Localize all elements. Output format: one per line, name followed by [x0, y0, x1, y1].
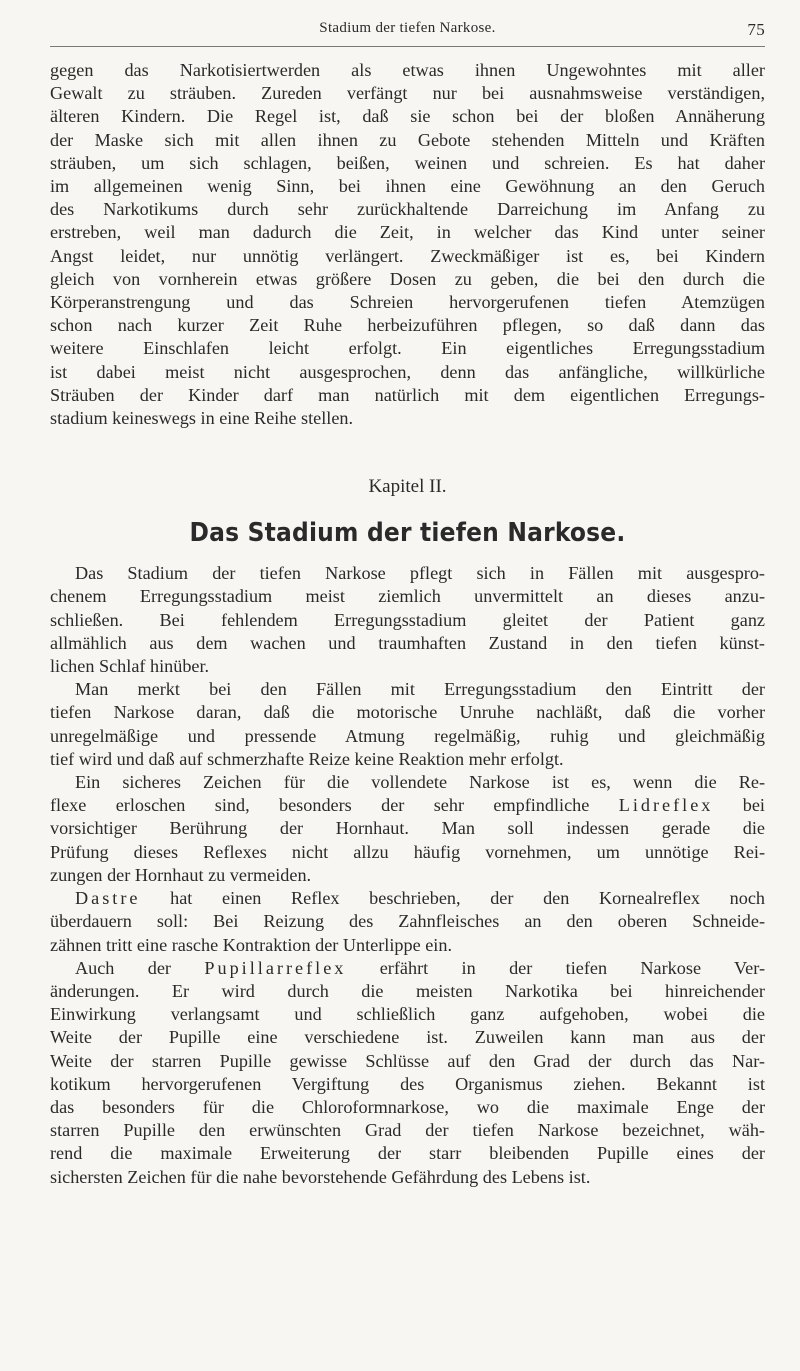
text-line: Weite der starren Pupille gewisse Schlüsse auf den Grad der durch das Nar-	[50, 1050, 765, 1071]
text-line: zähnen tritt eine rasche Kontraktion der Unterlippe ein.	[50, 934, 452, 955]
text-line: im allgemeinen wenig Sinn, bei ihnen eine Gewöhnung an den Geruch	[50, 176, 765, 197]
text-line: Gewalt zu sträuben. Zureden verfängt nur bei ausnahmsweise verständigen,	[50, 83, 765, 104]
text-line: gleich von vornherein etwas größere Dosen zu geben, die bei den durch die	[50, 268, 765, 289]
spaced-term-pupillarreflex: Pupillarreflex	[204, 957, 347, 978]
paragraph-stadium-intro	[50, 562, 765, 678]
text-line: Man merkt bei den Fällen mit Erregungsstadium den Eintritt der	[75, 679, 765, 700]
book-page	[50, 20, 765, 1189]
text-line: kotikum hervorgerufenen Vergiftung des Organismus ziehen. Bekannt ist	[50, 1073, 765, 1094]
running-header	[50, 20, 765, 46]
text-line: unregelmäßige und pressende Atmung regelmäßig, ruhig und gleichmäßig	[50, 725, 765, 746]
text-line: des Narkotikums durch sehr zurückhaltende Darreichung im Anfang zu	[50, 199, 765, 220]
text-line: sichersten Zeichen für die nahe bevorstehende Gefährdung des Lebens ist.	[50, 1166, 591, 1187]
text-line: Das Stadium der tiefen Narkose pflegt sich in Fällen mit ausgespro-	[75, 563, 765, 584]
text-line: Angst leidet, nur unnötig verlängert. Zweckmäßiger ist es, bei Kindern	[50, 245, 765, 266]
text-line: änderungen. Er wird durch die meisten Narkotika bei hinreichender	[50, 980, 765, 1001]
text-line: Sträuben der Kinder darf man natürlich mit dem eigentlichen Erregungs-	[50, 384, 765, 405]
chapter-label: Kapitel II.	[368, 476, 447, 498]
text-line: Weite der Pupille eine verschiedene ist. Zuweilen kann man aus der	[50, 1027, 765, 1048]
text-line: gegen das Narkotisiertwerden als etwas ihnen Ungewohntes mit aller	[50, 60, 765, 80]
spaced-term-lidreflex: Lidreflex	[618, 795, 714, 816]
paragraph-signs-deep-narcosis	[50, 678, 765, 771]
paragraph-dastre-reflex	[50, 887, 765, 957]
text-line: vorsichtiger Berührung der Hornhaut. Man soll indessen gerade die	[50, 818, 765, 839]
text-line: allmählich aus dem wachen und traumhaften Zustand in den tiefen künst-	[50, 632, 765, 653]
text-line: tiefen Narkose daran, daß die motorische Unruhe nachläßt, daß die vorher	[50, 702, 765, 723]
text-line: Auch der Pupillarreflex erfährt in der tiefen Narkose Ver-	[75, 957, 765, 978]
text-line: Prüfung dieses Reflexes nicht allzu häufig vornehmen, um unnötige Rei-	[50, 841, 765, 862]
text-line: der Maske sich mit allen ihnen zu Gebote stehenden Mitteln und Kräften	[50, 129, 765, 150]
text-line: das besonders für die Chloroformnarkose, wo die maximale Enge der	[50, 1096, 765, 1117]
text-line: Ein sicheres Zeichen für die vollendete Narkose ist es, wenn die Re-	[75, 772, 765, 793]
text-line: erstreben, weil man dadurch die Zeit, in welcher das Kind unter seiner	[50, 222, 765, 243]
text-line: flexe erloschen sind, besonders der sehr empfindliche Lidreflex bei	[50, 795, 765, 816]
text-line: Dastre hat einen Reflex beschrieben, der den Kornealreflex noch	[75, 888, 765, 909]
text-line: zungen der Hornhaut zu vermeiden.	[50, 864, 312, 885]
text-line: schließen. Bei fehlendem Erregungsstadium gleitet der Patient ganz	[50, 609, 765, 630]
text-line: weitere Einschlafen leicht erfolgt. Ein eigentliches Erregungsstadium	[50, 338, 765, 359]
text-line: ist dabei meist nicht ausgesprochen, denn das anfängliche, willkürliche	[50, 361, 765, 382]
text-line: rend die maximale Erweiterung der starr bleibenden Pupille eines der	[50, 1143, 765, 1164]
text-line: Körperanstrengung und das Schreien hervorgerufenen tiefen Atemzügen	[50, 292, 765, 313]
running-title: Stadium der tiefen Narkose.	[319, 20, 496, 36]
paragraph-lid-reflex	[50, 771, 765, 887]
text-line: Einwirkung verlangsamt und schließlich ganz aufgehoben, wobei die	[50, 1004, 765, 1025]
text-line: schon nach kurzer Zeit Ruhe herbeizuführen pflegen, so daß dann das	[50, 315, 765, 336]
page-number: 75	[747, 20, 765, 39]
text-line: älteren Kindern. Die Regel ist, daß sie schon bei der bloßen Annäherung	[50, 106, 765, 127]
paragraph-continued	[50, 59, 765, 430]
text-line: sträuben, um sich schlagen, beißen, weinen und schreien. Es hat daher	[50, 152, 765, 173]
header-rule	[50, 46, 765, 47]
chapter-title: Das Stadium der tiefen Narkose.	[189, 518, 626, 549]
text-line: überdauern soll: Bei Reizung des Zahnfleisches an den oberen Schneide-	[50, 911, 765, 932]
text-line: starren Pupille den erwünschten Grad der tiefen Narkose bezeichnet, wäh-	[50, 1120, 765, 1141]
spaced-name-dastre: Dastre	[75, 888, 141, 909]
text-line: chenem Erregungsstadium meist ziemlich unvermittelt an dieses anzu-	[50, 586, 765, 607]
paragraph-pupil-reflex	[50, 957, 765, 1189]
text-line: lichen Schlaf hinüber.	[50, 656, 210, 677]
text-line: tief wird und daß auf schmerzhafte Reize keine Reaktion mehr erfolgt.	[50, 748, 564, 769]
text-line: stadium keineswegs in eine Reihe stellen.	[50, 408, 354, 429]
